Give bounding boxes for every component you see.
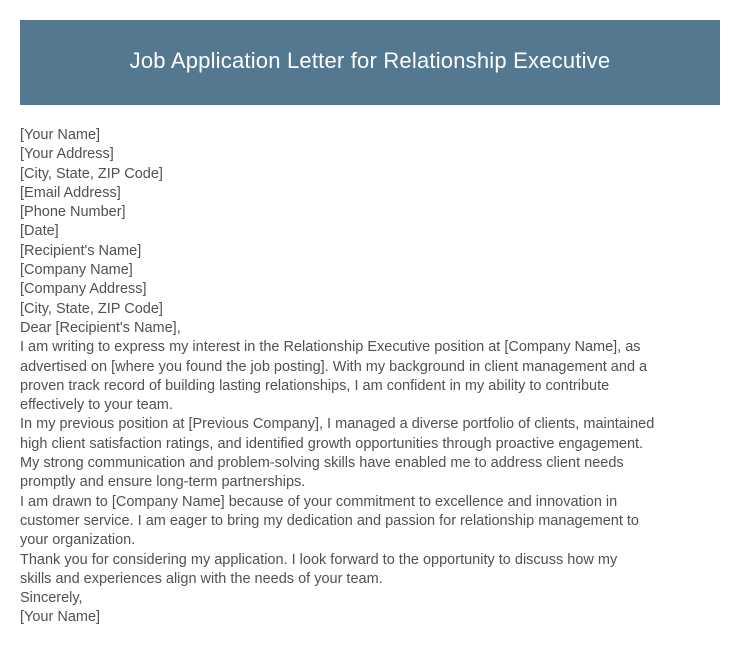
letter-line: [Company Address] — [20, 281, 147, 298]
letter-line: [Your Name] — [20, 127, 101, 143]
letter-body — [20, 126, 726, 628]
letter-line: [Email Address] — [20, 184, 121, 201]
letter-line: advertised on [where you found the job posting]. With my background in client management and a — [20, 358, 648, 375]
letter-line: My strong communication and problem-solving skills have enabled me to address client needs — [20, 455, 624, 472]
letter-line: In my previous position at [Previous Company], I managed a diverse portfolio of clients, maintained — [20, 416, 655, 433]
letter-line: customer service. I am eager to bring my dedication and passion for relationship management to — [20, 512, 639, 529]
letter-line: Thank you for considering my application. I look forward to the opportunity to discuss how my — [20, 551, 618, 568]
letter-line: Dear [Recipient's Name], — [20, 319, 181, 336]
letter-line: high client satisfaction ratings, and identified growth opportunities through proactive engagement. — [20, 435, 644, 452]
letter-line: your organization. — [20, 532, 136, 549]
letter-line: [Phone Number] — [20, 204, 126, 221]
letter-line: [Date] — [20, 223, 59, 240]
letter-line: skills and experiences align with the needs of your team. — [20, 570, 383, 587]
page-title: Job Application Letter for Relationship Executive — [129, 47, 611, 73]
letter-line: I am writing to express my interest in the Relationship Executive position at [Company Name], as — [20, 339, 641, 356]
letter-line: [City, State, ZIP Code] — [20, 300, 163, 317]
letter-line: effectively to your team. — [20, 397, 173, 414]
letter-line: [City, State, ZIP Code] — [20, 165, 163, 182]
letter-line: proven track record of building lasting relationships, I am confident in my ability to contribute — [20, 377, 610, 394]
letter-line: [Your Name] — [20, 609, 101, 626]
letter-line: Sincerely, — [20, 590, 83, 607]
header-banner — [20, 20, 720, 105]
letter-line: I am drawn to [Company Name] because of your commitment to excellence and innovation in — [20, 493, 618, 510]
letter-line: promptly and ensure long-term partnerships. — [20, 474, 306, 491]
letter-line: [Recipient's Name] — [20, 242, 142, 259]
letter-line: [Your Address] — [20, 146, 114, 163]
letter-line: [Company Name] — [20, 262, 133, 279]
